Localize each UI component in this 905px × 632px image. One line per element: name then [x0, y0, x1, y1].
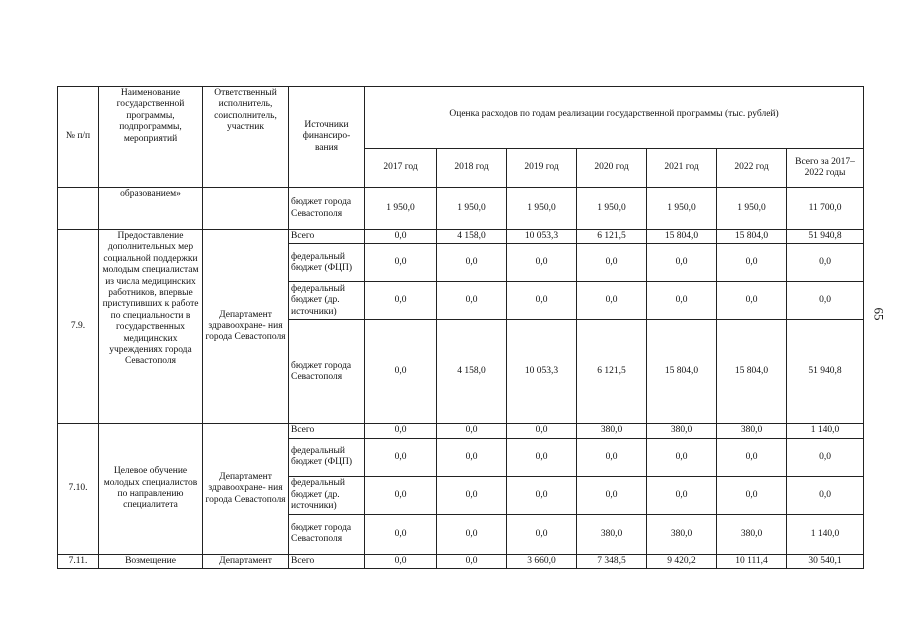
cell-name: Возмещение — [99, 554, 203, 568]
cell-total: 51 940,8 — [787, 320, 864, 424]
cell-value: 0,0 — [365, 282, 437, 320]
cell-value: 7 348,5 — [577, 554, 647, 568]
table-row — [58, 188, 864, 230]
header-year: 2020 год — [577, 149, 647, 188]
cell-value: 0,0 — [365, 424, 437, 438]
cell-responsible — [203, 188, 289, 230]
header-num: № п/п — [58, 87, 99, 188]
cell-value: 0,0 — [365, 476, 437, 514]
header-source: Источники финансиро- вания — [289, 87, 365, 188]
cell-responsible: Департамент здравоохране- ния города Севастополя — [203, 424, 289, 554]
cell-num: 7.9. — [58, 230, 99, 424]
cell-name: Целевое обучение молодых специалистов по направлению специалитета — [99, 424, 203, 554]
cell-value: 0,0 — [647, 244, 717, 282]
cell-total: 0,0 — [787, 282, 864, 320]
cell-num: 7.10. — [58, 424, 99, 554]
cell-value: 1 950,0 — [647, 188, 717, 230]
cell-value: 0,0 — [437, 282, 507, 320]
cell-value: 1 950,0 — [365, 188, 437, 230]
cell-value: 0,0 — [577, 244, 647, 282]
cell-value: 3 660,0 — [507, 554, 577, 568]
cell-value: 1 950,0 — [507, 188, 577, 230]
cell-value: 380,0 — [577, 514, 647, 554]
cell-source: Всего — [289, 230, 365, 244]
cell-source: Всего — [289, 554, 365, 568]
cell-value: 0,0 — [365, 554, 437, 568]
cell-value: 10 111,4 — [717, 554, 787, 568]
cell-value: 15 804,0 — [717, 230, 787, 244]
cell-value: 0,0 — [647, 438, 717, 476]
cell-value: 0,0 — [437, 424, 507, 438]
cell-value: 6 121,5 — [577, 230, 647, 244]
cell-value: 380,0 — [717, 514, 787, 554]
cell-source: бюджет города Севастополя — [289, 514, 365, 554]
page-number: 65 — [871, 307, 887, 321]
cell-total: 0,0 — [787, 438, 864, 476]
cell-value: 0,0 — [365, 514, 437, 554]
cell-value: 0,0 — [647, 476, 717, 514]
cell-source: Всего — [289, 424, 365, 438]
header-year: 2021 год — [647, 149, 717, 188]
cell-value: 0,0 — [507, 476, 577, 514]
cell-num — [58, 188, 99, 230]
cell-value: 10 053,3 — [507, 230, 577, 244]
cell-value: 380,0 — [647, 424, 717, 438]
cell-source: бюджет города Севастополя — [289, 320, 365, 424]
table-row — [58, 554, 864, 568]
cell-value: 15 804,0 — [717, 320, 787, 424]
header-year: 2017 год — [365, 149, 437, 188]
cell-value: 0,0 — [365, 230, 437, 244]
cell-value: 0,0 — [507, 514, 577, 554]
cell-value: 380,0 — [577, 424, 647, 438]
cell-value: 0,0 — [577, 282, 647, 320]
header-name: Наименование государственной программы, подпрограммы, мероприятий — [99, 87, 203, 188]
cell-value: 9 420,2 — [647, 554, 717, 568]
cell-total: 1 140,0 — [787, 424, 864, 438]
cell-source: бюджет города Севастополя — [289, 188, 365, 230]
cell-value: 1 950,0 — [577, 188, 647, 230]
cell-total: 0,0 — [787, 476, 864, 514]
cell-value: 0,0 — [507, 438, 577, 476]
table-row — [58, 230, 864, 244]
cell-value: 0,0 — [437, 438, 507, 476]
cell-value: 0,0 — [577, 438, 647, 476]
table-row — [58, 424, 864, 438]
cell-source: федеральный бюджет (ФЦП) — [289, 438, 365, 476]
cell-value: 0,0 — [717, 438, 787, 476]
cell-value: 0,0 — [577, 476, 647, 514]
cell-value: 0,0 — [717, 476, 787, 514]
header-estimate: Оценка расходов по годам реализации государственной программы (тыс. рублей) — [365, 87, 864, 149]
budget-table — [57, 86, 864, 569]
cell-value: 0,0 — [717, 244, 787, 282]
cell-value: 1 950,0 — [437, 188, 507, 230]
cell-value: 15 804,0 — [647, 320, 717, 424]
header-total: Всего за 2017–2022 годы — [787, 149, 864, 188]
cell-value: 15 804,0 — [647, 230, 717, 244]
cell-value: 4 158,0 — [437, 230, 507, 244]
cell-total: 0,0 — [787, 244, 864, 282]
cell-value: 380,0 — [647, 514, 717, 554]
cell-value: 0,0 — [437, 476, 507, 514]
cell-name: образованием» — [99, 188, 203, 230]
cell-value: 0,0 — [365, 438, 437, 476]
header-year: 2022 год — [717, 149, 787, 188]
cell-value: 0,0 — [507, 424, 577, 438]
cell-total: 1 140,0 — [787, 514, 864, 554]
cell-value: 0,0 — [507, 282, 577, 320]
header-year: 2019 год — [507, 149, 577, 188]
cell-source: федеральный бюджет (ФЦП) — [289, 244, 365, 282]
cell-num: 7.11. — [58, 554, 99, 568]
cell-responsible: Департамент — [203, 554, 289, 568]
cell-value: 0,0 — [717, 282, 787, 320]
cell-value: 0,0 — [507, 244, 577, 282]
cell-value: 0,0 — [647, 282, 717, 320]
header-year: 2018 год — [437, 149, 507, 188]
cell-value: 0,0 — [365, 244, 437, 282]
cell-value: 380,0 — [717, 424, 787, 438]
cell-value: 6 121,5 — [577, 320, 647, 424]
cell-value: 1 950,0 — [717, 188, 787, 230]
cell-total: 30 540,1 — [787, 554, 864, 568]
cell-source: федеральный бюджет (др. источники) — [289, 476, 365, 514]
cell-value: 0,0 — [365, 320, 437, 424]
cell-source: федеральный бюджет (др. источники) — [289, 282, 365, 320]
cell-total: 11 700,0 — [787, 188, 864, 230]
cell-value: 10 053,3 — [507, 320, 577, 424]
cell-value: 0,0 — [437, 244, 507, 282]
cell-total: 51 940,8 — [787, 230, 864, 244]
cell-value: 0,0 — [437, 514, 507, 554]
cell-responsible: Департамент здравоохране- ния города Севастополя — [203, 230, 289, 424]
header-responsible: Ответственный исполнитель, соисполнитель, участник — [203, 87, 289, 188]
cell-name: Предоставление дополнительных мер социальной поддержки молодым специалистам из числа медицинских работников, впервые приступивших к работе по специальности в государственных медицинских учреждениях города Севастополя — [99, 230, 203, 424]
cell-value: 4 158,0 — [437, 320, 507, 424]
cell-value: 0,0 — [437, 554, 507, 568]
header-row — [58, 87, 864, 149]
